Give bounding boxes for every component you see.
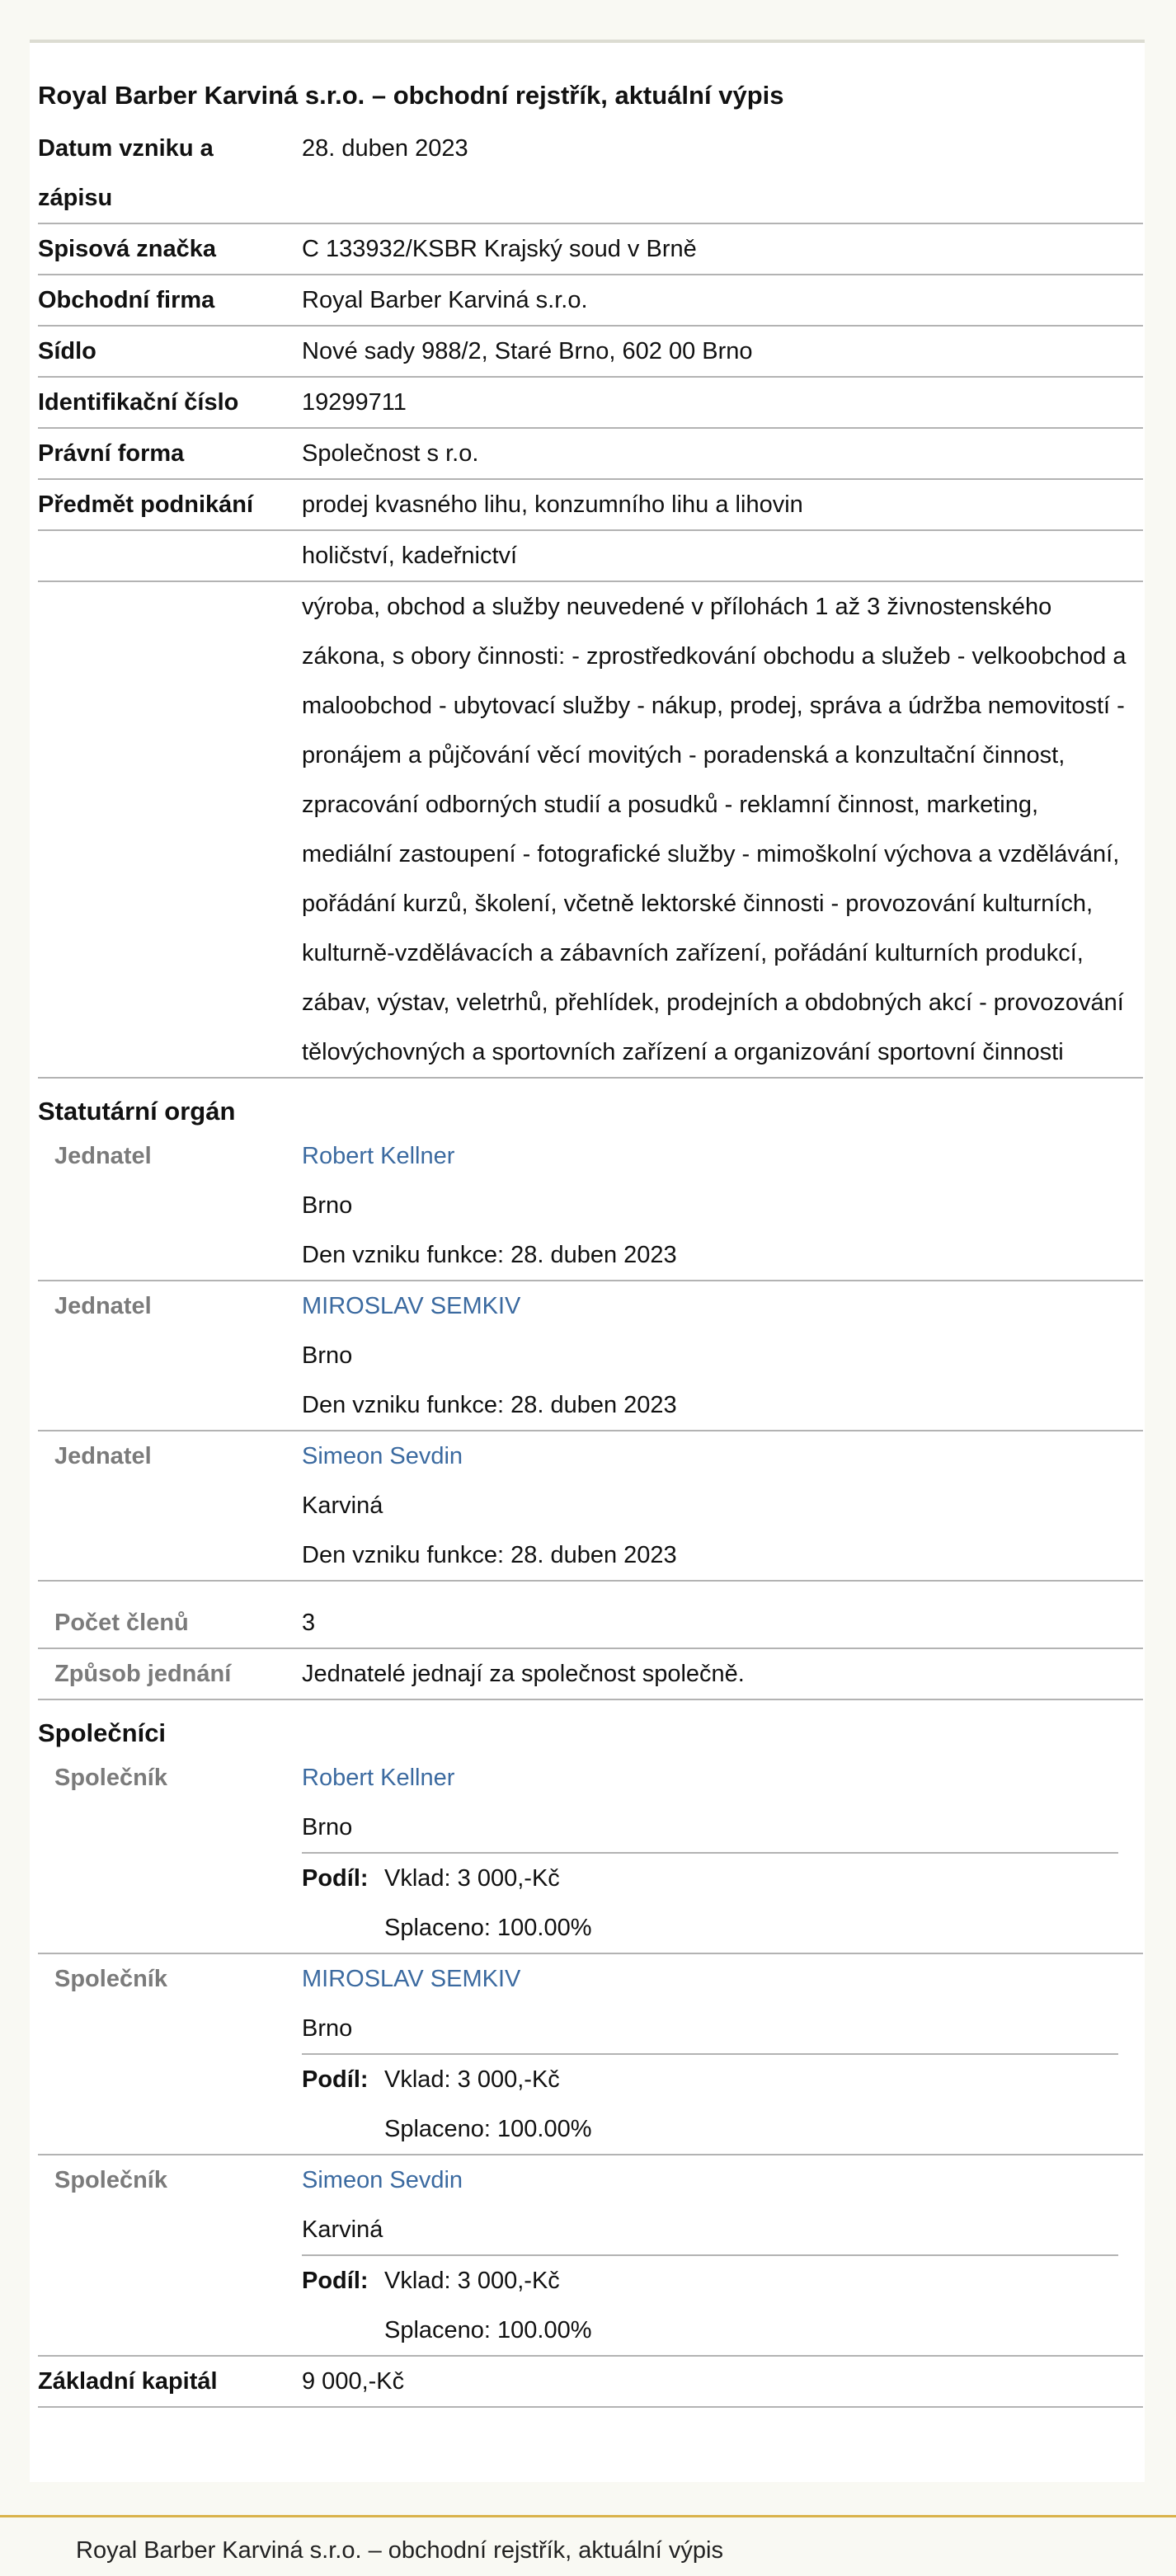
row-spisova <box>38 224 1143 275</box>
value-predmet-2: holičství, kadeřnictví <box>302 543 518 569</box>
spolecnik-role: Společník <box>54 1765 167 1791</box>
label-predmet: Předmět podnikání <box>38 491 254 518</box>
spolecnik-city: Karviná <box>302 2216 383 2243</box>
member-name-link[interactable]: MIROSLAV SEMKIV <box>302 1293 521 1319</box>
statutarni-member <box>38 1281 1143 1431</box>
share-label: Podíl: <box>302 2066 369 2093</box>
value-kapital: 9 000,-Kč <box>302 2368 405 2395</box>
share-block <box>302 2053 1118 2154</box>
spolecnik-name-link[interactable]: Simeon Sevdin <box>302 2167 463 2193</box>
spolecnik-city: Brno <box>302 1814 353 1840</box>
row-kapital <box>38 2357 1143 2408</box>
section-statutarni: Statutární orgán <box>38 1097 236 1126</box>
value-datum: 28. duben 2023 <box>302 135 468 162</box>
share-label: Podíl: <box>302 1865 369 1892</box>
value-sidlo: Nové sady 988/2, Staré Brno, 602 00 Brno <box>302 338 753 364</box>
value-forma: Společnost s r.o. <box>302 440 479 467</box>
spolecnik-details <box>302 2155 1143 2355</box>
share-vklad: Vklad: 3 000,-Kč <box>384 1865 560 1892</box>
label-empty <box>38 582 302 1077</box>
member-city: Karviná <box>302 1492 383 1519</box>
spolecnik-details <box>302 1753 1143 1953</box>
value-firma: Royal Barber Karviná s.r.o. <box>302 287 588 313</box>
spolecnik-role: Společník <box>54 2167 167 2193</box>
label-empty <box>38 531 302 581</box>
register-extract-card <box>30 40 1145 2482</box>
row-predmet-2 <box>38 531 1143 582</box>
member-since: Den vzniku funkce: 28. duben 2023 <box>302 1542 677 1568</box>
share-label: Podíl: <box>302 2268 369 2294</box>
member-details <box>302 1281 1143 1430</box>
spolecnik-city: Brno <box>302 2015 353 2042</box>
share-block <box>302 2254 1118 2355</box>
section-spolecnici: Společníci <box>38 1718 167 1747</box>
value-predmet-3: výroba, obchod a služby neuvedené v přílohách 1 až 3 živnostenského zákona, s obory činnosti: - zprostředkování obchodu a služeb - velkoobchod a maloobchod - ubytovací služby - nákup, prodej, správa a údržba nemovitostí - pronájem a půjčování věcí movitých - poradenská a konzultační činnost, zpracování odborných studií a posudků - reklamní činnost, marketing, mediální zastoupení - fotografické služby - mimoškolní výchova a vzdělávání, pořádání kurzů, školení, včetně lektorské činnosti - provozování kulturních, kulturně-vzdělávacích a zábavních zařízení, pořádání kulturních produkcí, zábav, výstav, veletrhů, přehlídek, prodejních a obdobných akcí - provozování tělovýchovných a sportovních zařízení a organizování sportovní činnosti <box>302 594 1127 1065</box>
share-splaceno: Splaceno: 100.00% <box>384 2116 592 2142</box>
value-zpusob-jednani: Jednatelé jednají za společnost společně. <box>302 1661 745 1687</box>
spolecnik <box>38 1954 1143 2155</box>
label-ico: Identifikační číslo <box>38 389 239 416</box>
row-firma <box>38 275 1143 327</box>
member-details <box>302 1131 1143 1280</box>
spolecnik <box>38 2155 1143 2357</box>
share-values <box>384 2055 592 2154</box>
row-pocet-clenu <box>38 1598 1143 1649</box>
share-splaceno: Splaceno: 100.00% <box>384 1915 592 1941</box>
spolecnik-details <box>302 1954 1143 2154</box>
value-predmet-1: prodej kvasného lihu, konzumního lihu a lihovin <box>302 491 803 518</box>
member-role: Jednatel <box>54 1443 152 1469</box>
label-kapital: Základní kapitál <box>38 2368 218 2395</box>
statutarni-member <box>38 1431 1143 1582</box>
share-values <box>384 2256 592 2355</box>
row-sidlo <box>38 327 1143 378</box>
footer-title: Royal Barber Karviná s.r.o. – obchodní rejstřík, aktuální výpis <box>76 2537 723 2564</box>
row-forma <box>38 429 1143 480</box>
label-pocet-clenu: Počet členů <box>54 1610 189 1636</box>
spolecnik-name-link[interactable]: Robert Kellner <box>302 1765 455 1791</box>
row-predmet-3 <box>38 582 1143 1079</box>
member-since: Den vzniku funkce: 28. duben 2023 <box>302 1392 677 1418</box>
member-name-link[interactable]: Simeon Sevdin <box>302 1443 463 1469</box>
member-city: Brno <box>302 1342 353 1369</box>
member-city: Brno <box>302 1192 353 1219</box>
share-splaceno: Splaceno: 100.00% <box>384 2317 592 2343</box>
row-ico <box>38 378 1143 429</box>
member-role: Jednatel <box>54 1143 152 1169</box>
share-block <box>302 1852 1118 1953</box>
page-title: Royal Barber Karviná s.r.o. – obchodní rejstřík, aktuální výpis <box>38 81 784 110</box>
statutarni-member <box>38 1131 1143 1281</box>
share-vklad: Vklad: 3 000,-Kč <box>384 2268 560 2294</box>
label-sidlo: Sídlo <box>38 338 96 364</box>
label-forma: Právní forma <box>38 440 185 467</box>
member-role: Jednatel <box>54 1293 152 1319</box>
label-zpusob-jednani: Způsob jednání <box>54 1661 232 1687</box>
member-details <box>302 1431 1143 1580</box>
row-datum <box>38 124 1143 224</box>
member-name-link[interactable]: Robert Kellner <box>302 1143 455 1169</box>
label-datum: Datum vzniku a zápisu <box>38 135 214 211</box>
label-firma: Obchodní firma <box>38 287 215 313</box>
member-since: Den vzniku funkce: 28. duben 2023 <box>302 1242 677 1268</box>
spolecnik-name-link[interactable]: MIROSLAV SEMKIV <box>302 1966 521 1992</box>
value-pocet-clenu: 3 <box>302 1610 316 1636</box>
value-spisova: C 133932/KSBR Krajský soud v Brně <box>302 236 697 262</box>
spolecnik <box>38 1753 1143 1954</box>
share-vklad: Vklad: 3 000,-Kč <box>384 2066 560 2093</box>
footer <box>0 2515 1176 2576</box>
row-predmet-1 <box>38 480 1143 531</box>
register-extract <box>38 79 1143 2408</box>
label-spisova: Spisová značka <box>38 236 216 262</box>
value-ico: 19299711 <box>302 389 407 416</box>
share-values <box>384 1854 592 1953</box>
row-zpusob-jednani <box>38 1649 1143 1700</box>
spolecnik-role: Společník <box>54 1966 167 1992</box>
